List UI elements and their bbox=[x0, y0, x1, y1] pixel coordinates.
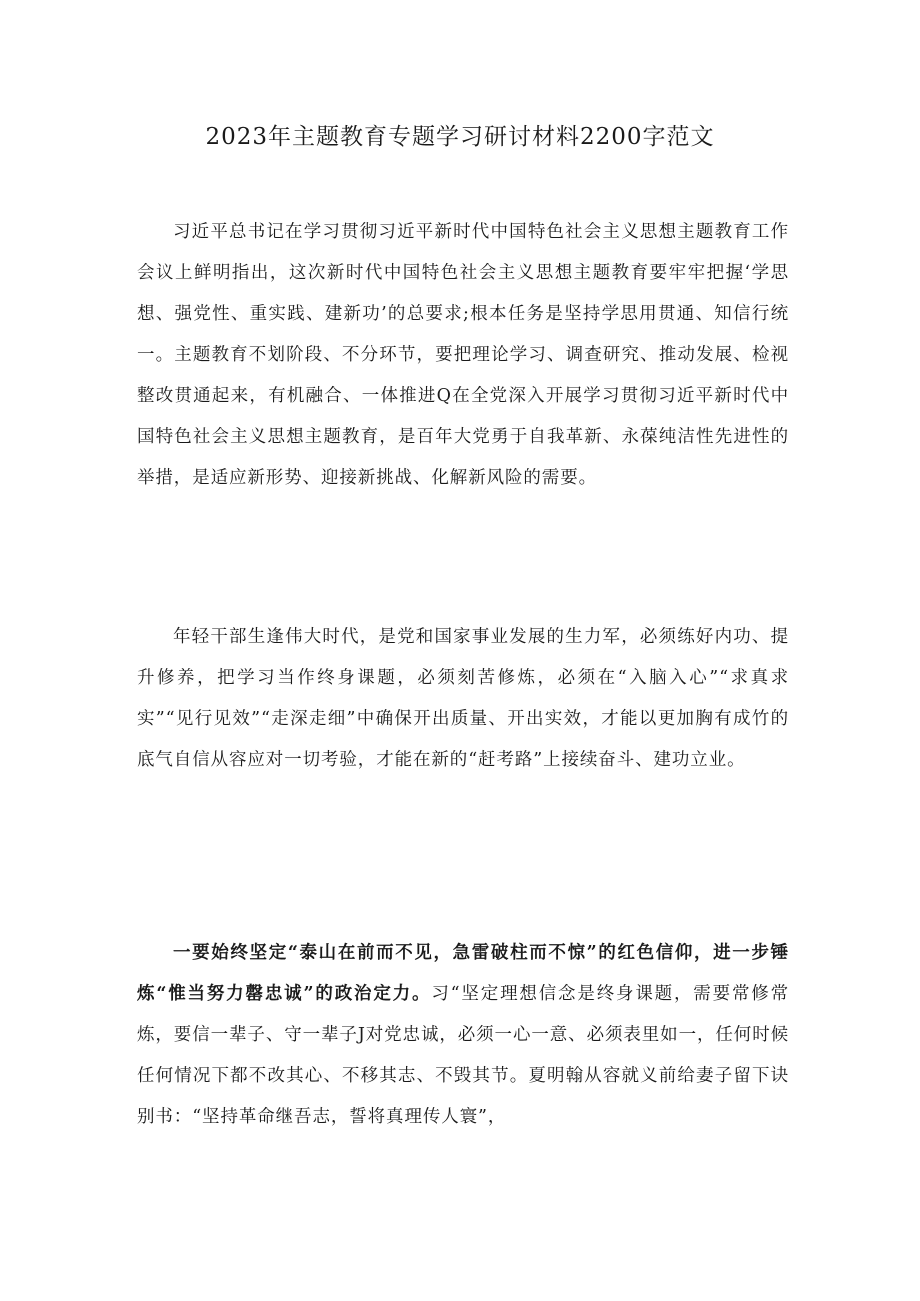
document-title: 2023年主题教育专题学习研讨材料2200字范文 bbox=[205, 124, 715, 150]
paragraph-1 bbox=[137, 212, 789, 499]
paragraph-3-text: 习“坚定理想信念是终身课题，需要常修常炼，要信一辈子、守一辈子J对党忠诚，必须一心一意、必须表里如一，任何时候任何情况下都不改其心、不移其志、不毁其节。夏明翰从容就义前给妻子留下诀别书：“坚持革命继吾志，誓将真理传人寰”， bbox=[137, 984, 790, 1127]
paragraph-3 bbox=[137, 933, 789, 1138]
paragraph-2-text: 年轻干部生逢伟大时代，是党和国家事业发展的生力军，必须练好内功、提升修养，把学习当作终身课题，必须刻苦修炼，必须在“入脑入心”“求真求实”“见行见效”“走深走细”中确保开出质量、开出实效，才能以更加胸有成竹的底气自信从容应对一切考验，才能在新的“赶考路”上接续奋斗、建功立业。 bbox=[137, 627, 789, 770]
paragraph-3-lead: 一要始终坚定“泰山在前而不见，急雷破柱而不惊”的红色信仰，进一步锤炼“惟当努力罄忠诚”的政治定力。 bbox=[137, 943, 789, 1004]
paragraph-1-text: 习近平总书记在学习贯彻习近平新时代中国特色社会主义思想主题教育工作会议上鲜明指出，这次新时代中国特色社会主义思想主题教育要牢牢把握‘学思想、强党性、重实践、建新功’的总要求;根本任务是坚持学思用贯通、知信行统一。主题教育不划阶段、不分环节，要把理论学习、调查研究、推动发展、检视整改贯通起来，有机融合、一体推进Q在全党深入开展学习贯彻习近平新时代中国特色社会主义思想主题教育，是百年大党勇于自我革新、永葆纯洁性先进性的举措，是适应新形势、迎接新挑战、化解新风险的需要。 bbox=[137, 222, 789, 488]
paragraph-2 bbox=[137, 617, 789, 781]
